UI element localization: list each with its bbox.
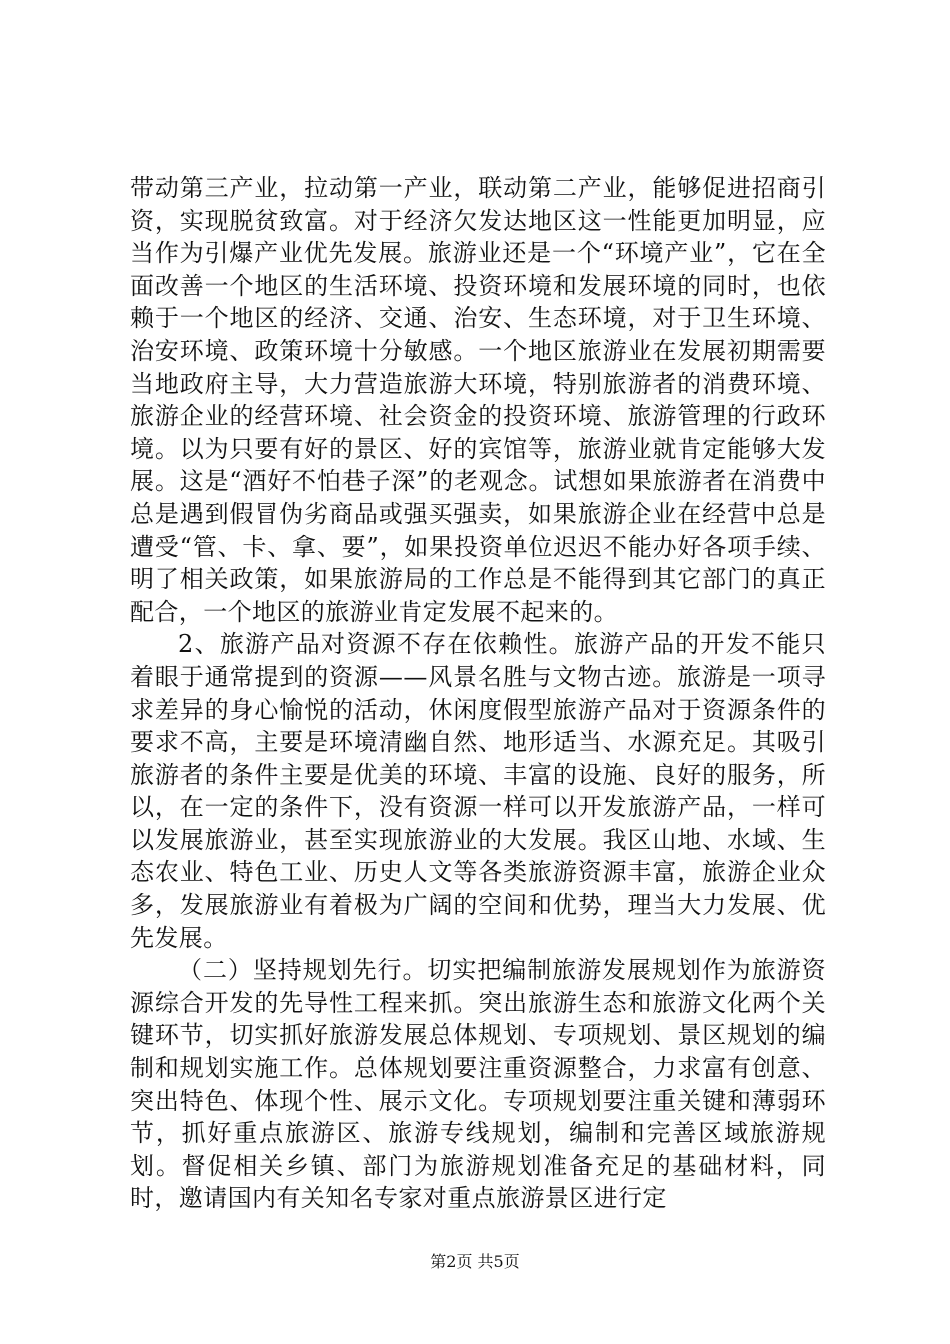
page-number-footer: 第2页 共5页 [430,1252,520,1271]
document-body [130,172,826,1215]
paragraph-3: （二）坚持规划先行。切实把编制旅游发展规划作为旅游资源综合开发的先导性工程来抓。突出旅游生态和旅游文化两个关键环节，切实抓好旅游发展总体规划、专项规划、景区规划的编制和规划实施工作。总体规划要注重资源整合，力求富有创意、突出特色、体现个性、展示文化。专项规划要注重关键和薄弱环节，抓好重点旅游区、旅游专线规划，编制和完善区域旅游规划。督促相关乡镇、部门为旅游规划准备充足的基础材料，同时，邀请国内有关知名专家对重点旅游景区进行定 [130,956,826,1213]
paragraph-1: 带动第三产业，拉动第一产业，联动第二产业，能够促进招商引资，实现脱贫致富。对于经济欠发达地区这一性能更加明显，应当作为引爆产业优先发展。旅游业还是一个“环境产业”，它在全面改善一个地区的生活环境、投资环境和发展环境的同时，也依赖于一个地区的经济、交通、治安、生态环境，对于卫生环境、治安环境、政策环境十分敏感。一个地区旅游业在发展初期需要当地政府主导，大力营造旅游大环境，特别旅游者的消费环境、旅游企业的经营环境、社会资金的投资环境、旅游管理的行政环境。以为只要有好的景区、好的宾馆等，旅游业就肯定能够大发展。这是“酒好不怕巷子深”的老观念。试想如果旅游者在消费中总是遇到假冒伪劣商品或强买强卖，如果旅游企业在经营中总是遭受“管、卡、拿、要”，如果投资单位迟迟不能办好各项手续、明了相关政策，如果旅游局的工作总是不能得到其它部门的真正配合，一个地区的旅游业肯定发展不起来的。 [130,174,826,626]
paragraph-2: 2、旅游产品对资源不存在依赖性。旅游产品的开发不能只着眼于通常提到的资源——风景名胜与文物古迹。旅游是一项寻求差异的身心愉悦的活动，休闲度假型旅游产品对于资源条件的要求不高，主要是环境清幽自然、地形适当、水源充足。其吸引旅游者的条件主要是优美的环境、丰富的设施、良好的服务，所以，在一定的条件下，没有资源一样可以开发旅游产品，一样可以发展旅游业，甚至实现旅游业的大发展。我区山地、水域、生态农业、特色工业、历史人文等各类旅游资源丰富，旅游企业众多，发展旅游业有着极为广阔的空间和优势，理当大力发展、优先发展。 [130,630,826,952]
